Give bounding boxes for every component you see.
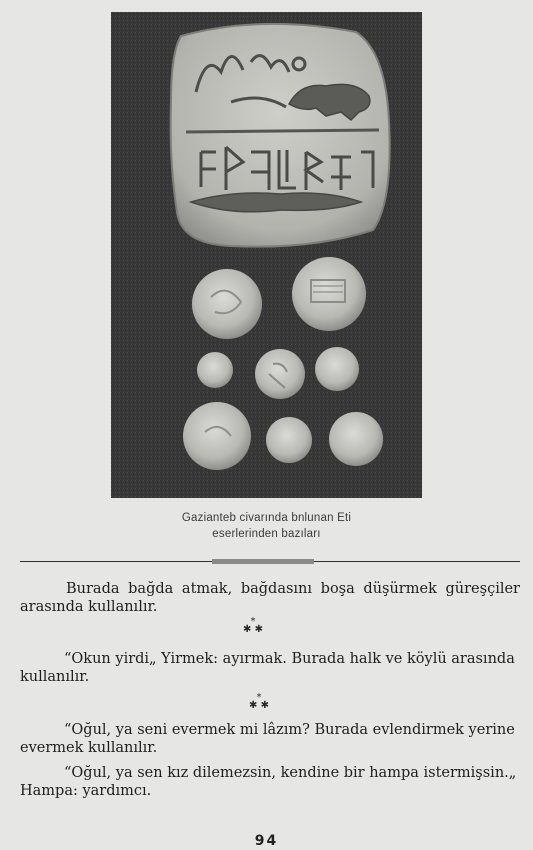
artifact-photo-illustration <box>111 12 422 498</box>
paragraph-3: “Oğul, ya seni evermek mi lâzım? Burada evlendirmek yerine evermek kullanılır. <box>20 722 515 756</box>
asterism-separator-1 <box>233 618 273 634</box>
asterism-bottom-stars: ✱ ✱ <box>243 624 263 635</box>
figure-caption <box>111 510 422 542</box>
rule-ornament <box>212 559 314 564</box>
paragraph-4: “Oğul, ya sen kız dilemezsin, kendine bir hampa istermişsin.„ Hampa: yardımcı. <box>20 765 517 799</box>
asterism-separator-2 <box>239 694 279 710</box>
paragraph-1: Burada bağda atmak, bağdasını boşa düşürmek güreşçiler arasında kullanılır. <box>20 581 520 615</box>
artifact-photograph <box>111 12 422 498</box>
asterism-bottom-stars: ✱ ✱ <box>249 700 269 711</box>
page-number: 94 <box>254 833 279 849</box>
asterism-top-star: * <box>250 616 256 627</box>
asterism-top-star: * <box>256 692 262 703</box>
paragraph-2: “Okun yirdi„ Yirmek: ayırmak. Burada halk ve köylü arasında kullanılır. <box>20 651 515 685</box>
caption-line-2: eserlerinden bazıları <box>212 528 321 540</box>
stone-tablet <box>171 24 390 247</box>
caption-line-1: Gazianteb civarında bnlunan Eti <box>181 512 352 524</box>
